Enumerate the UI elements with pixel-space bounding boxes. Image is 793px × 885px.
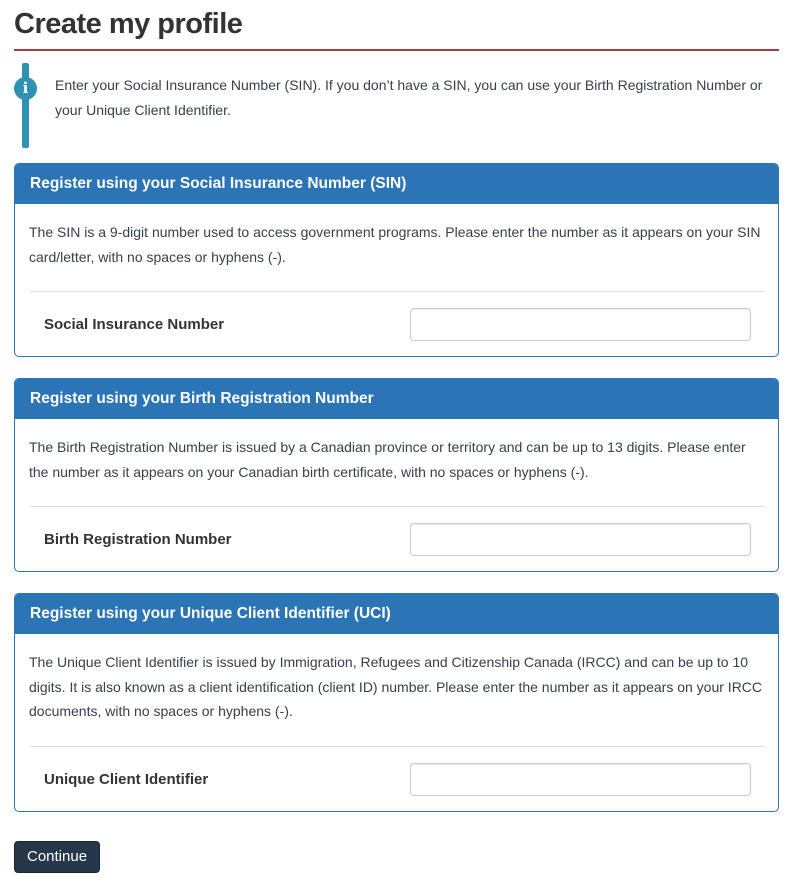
panel-uci [14, 593, 779, 812]
panel-sin-body [15, 204, 778, 356]
panel-sin-description: The SIN is a 9-digit number used to access government programs. Please enter the number as it appears on your SIN card/letter, with no spaces or hyphens (-). [29, 224, 761, 265]
info-icon: i [14, 77, 37, 100]
sin-input[interactable] [410, 308, 751, 341]
title-underline-rule [14, 49, 779, 51]
uci-form-row [29, 763, 764, 796]
panel-brn-body [15, 419, 778, 571]
uci-field-label: Unique Client Identifier [44, 770, 209, 788]
info-alert-bar [22, 63, 29, 148]
panel-sin [14, 163, 779, 357]
panel-sin-divider [30, 291, 764, 292]
brn-field-label: Birth Registration Number [44, 531, 232, 549]
info-alert-text: Enter your Social Insurance Number (SIN). If you don’t have a SIN, you can use your Birth Registration Number or your Unique Client Identifier. [55, 77, 763, 118]
panel-uci-heading: Register using your Unique Client Identifier (UCI) [15, 594, 778, 634]
page-title: Create my profile [14, 8, 243, 40]
uci-input[interactable] [410, 763, 751, 796]
panel-brn [14, 378, 779, 572]
panel-uci-description: The Unique Client Identifier is issued by Immigration, Refugees and Citizenship Canada (IRCC) and can be up to 10 digits. It is also known as a client identification (client ID) number. Please enter the number as it appears on your IRCC documents, with no spaces or hyphens (-). [29, 654, 763, 720]
info-alert [14, 63, 779, 148]
panel-brn-heading: Register using your Birth Registration Number [15, 379, 778, 419]
panel-sin-heading: Register using your Social Insurance Number (SIN) [15, 164, 778, 204]
panel-brn-description: The Birth Registration Number is issued by a Canadian province or territory and can be up to 13 digits. Please enter the number as it appears on your Canadian birth certificate, with no spaces or hyphens (-). [29, 439, 746, 480]
brn-input[interactable] [410, 523, 751, 556]
panel-brn-divider [30, 506, 764, 507]
sin-form-row [29, 308, 764, 341]
panel-uci-divider [30, 746, 764, 747]
continue-button[interactable]: Continue [14, 841, 100, 873]
sin-field-label: Social Insurance Number [44, 316, 225, 334]
brn-form-row [29, 523, 764, 556]
panel-uci-body [15, 634, 778, 811]
